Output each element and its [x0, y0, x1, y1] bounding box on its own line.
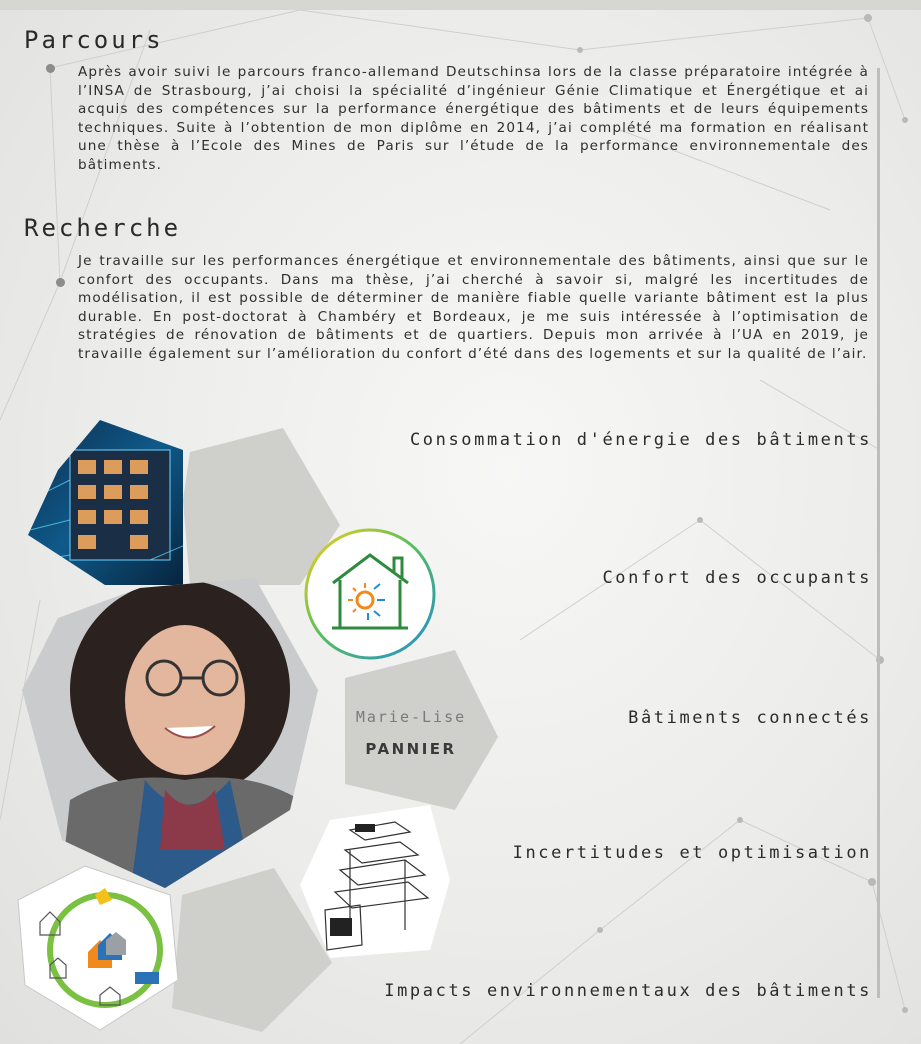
building-render-image [20, 415, 190, 590]
hex-grey-2 [345, 650, 498, 810]
exploded-building-icon [300, 805, 450, 958]
topic-connected-buildings: Bâtiments connectés [628, 708, 872, 728]
person-last-name: PANNIER [365, 740, 457, 758]
renovation-cycle-icon [18, 866, 178, 1030]
portrait-photo [15, 570, 325, 895]
recherche-text: Je travaille sur les performances énergétique et environnementale des bâtiments, ainsi que sur le confort des occupants. Dans ma thèse, j’ai cherché à savoir si, malgré les incertitudes de modélisation, il est possible de déterminer de manière fiable quelle variante bâtiment est la plus durable. En post-doctorat à Chambéry et Bordeaux, je me suis intéressée à l’optimisation de stratégies de rénovation de bâtiments et de quartiers. Depuis mon arrivée à l’UA en 2019, je travaille également sur l’amélioration du confort d’été dans des logements et sur la qualité de l’air. [78, 253, 869, 362]
person-first-name: Marie-Lise [355, 708, 467, 726]
topic-environmental-impacts: Impacts environnementaux des bâtiments [384, 981, 872, 1001]
section-title-recherche: Recherche [24, 214, 182, 242]
topic-energy-consumption: Consommation d'énergie des bâtiments [409, 430, 872, 450]
parcours-text: Après avoir suivi le parcours franco-allemand Deutschinsa lors de la classe préparatoire intégrée à l’INSA de Strasbourg, j’ai choisi la spécialité d’ingénieur Génie Climatique et Énergétique et ai acquis des compétences sur la performance énergétique des bâtiments et de leurs équipements techniques. Suite à l’obtention de mon diplôme en 2014, j’ai complété ma formation en réalisant une thèse à l’Ecole des Mines de Paris sur l’étude de la performance environnementale des bâtiments. [78, 64, 869, 173]
topic-occupant-comfort: Confort des occupants [602, 568, 872, 588]
section-title-parcours: Parcours [24, 26, 164, 54]
topic-uncertainty-optimisation: Incertitudes et optimisation [512, 843, 872, 863]
comfort-house-icon [306, 530, 434, 658]
